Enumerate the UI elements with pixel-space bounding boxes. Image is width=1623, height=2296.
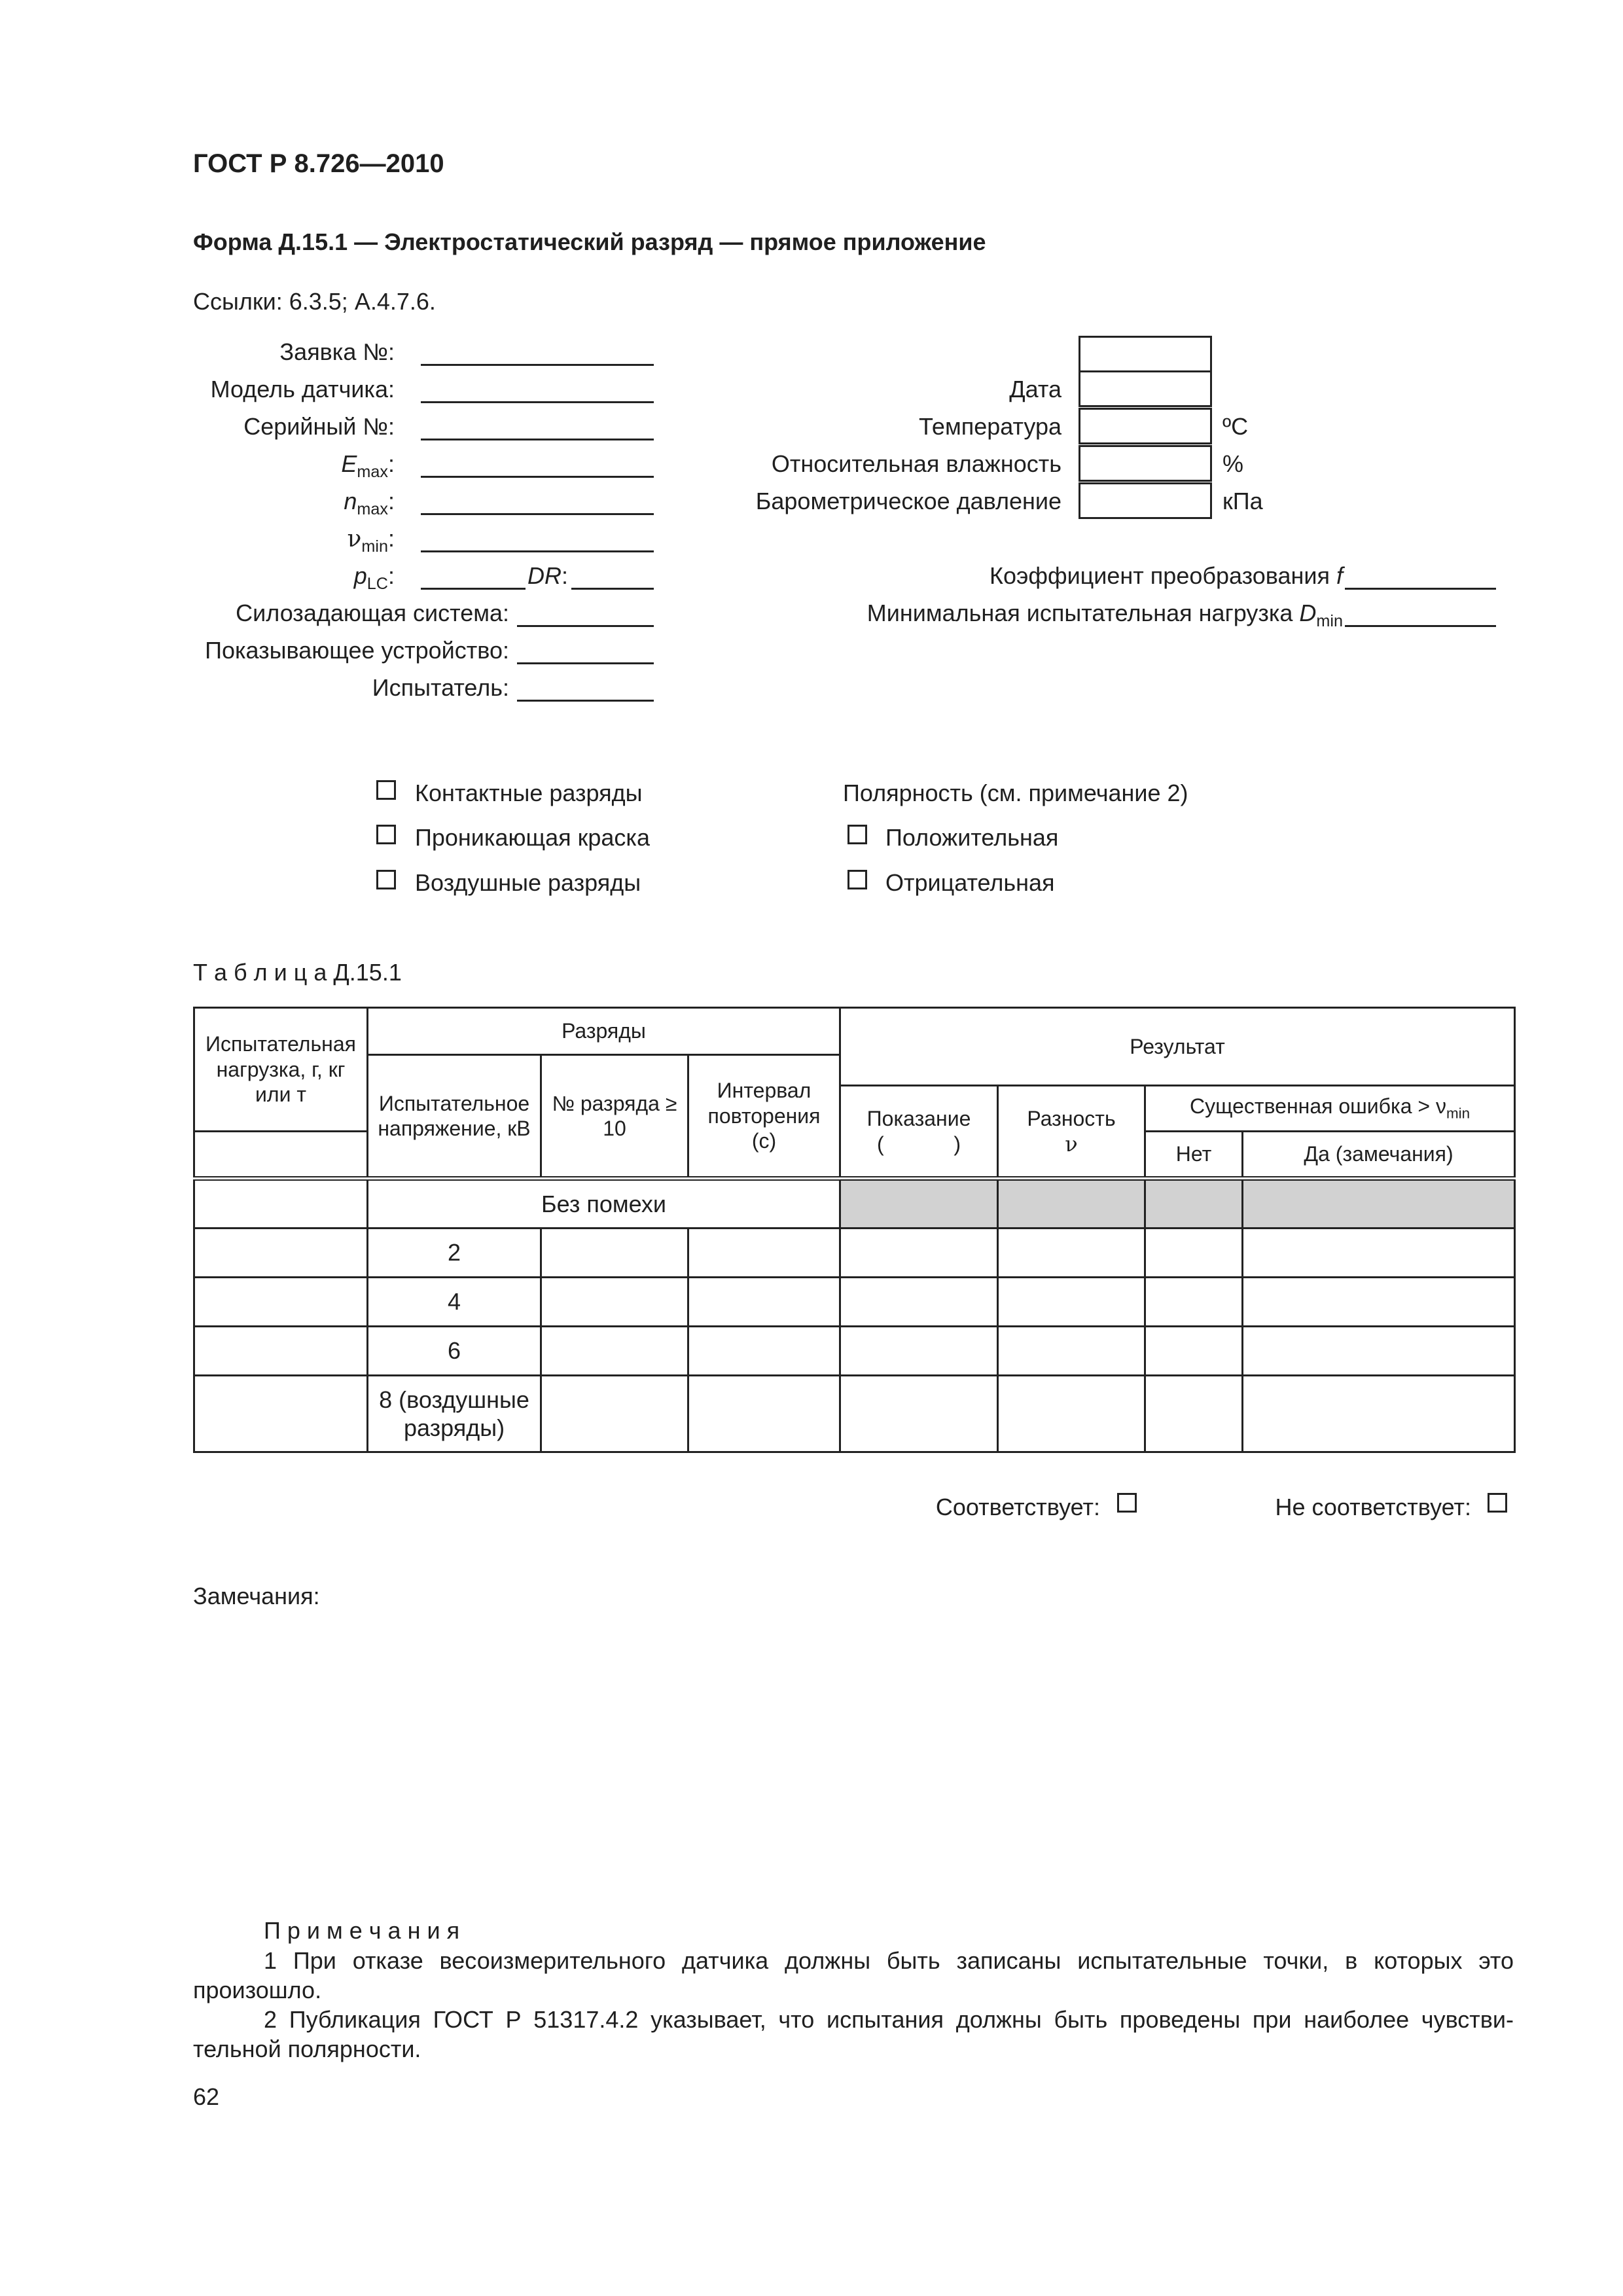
- penetrating-paint-checkbox[interactable]: [376, 825, 396, 844]
- tester-line[interactable]: [517, 700, 654, 702]
- plc-label: $p_{LC}$:: [353, 562, 395, 594]
- cell-load[interactable]: [194, 1327, 368, 1376]
- air-discharge-checkbox[interactable]: [376, 870, 396, 889]
- page-number: 62: [193, 2083, 220, 2110]
- conversion-label: Коэффициент преобразования f: [989, 562, 1343, 589]
- sensor-model-line[interactable]: [421, 401, 654, 403]
- cell-difference[interactable]: [998, 1278, 1145, 1327]
- positive-polarity-label: Положительная: [885, 824, 1059, 851]
- serial-line[interactable]: [421, 439, 654, 440]
- not-complies-label: Не соответствует:: [1275, 1494, 1471, 1520]
- temperature-box[interactable]: [1079, 408, 1212, 444]
- pressure-label: Барометрическое давление: [755, 488, 1061, 514]
- vmin-line[interactable]: [421, 550, 654, 552]
- cell-yes[interactable]: [1243, 1229, 1515, 1278]
- cell-difference[interactable]: [998, 1229, 1145, 1278]
- cell-voltage: 6: [368, 1327, 541, 1376]
- indicator-label: Показывающее устройство:: [205, 637, 509, 664]
- pressure-box[interactable]: [1079, 482, 1212, 519]
- emax-label: $E_{max}$:: [341, 450, 395, 482]
- negative-polarity-label: Отрицательная: [885, 869, 1055, 896]
- application-line[interactable]: [421, 364, 654, 366]
- header-no: Нет: [1145, 1132, 1243, 1179]
- cell-difference[interactable]: [998, 1327, 1145, 1376]
- cell-load[interactable]: [194, 1229, 368, 1278]
- header-voltage: Испытательное напряжение, кВ: [368, 1055, 541, 1179]
- cell-number[interactable]: [541, 1376, 688, 1452]
- temperature-label: Температура: [918, 413, 1061, 440]
- humidity-unit: %: [1222, 450, 1244, 477]
- min-load-label: Минимальная испытательная нагрузка $D_{min}$: [866, 600, 1343, 631]
- cell-no[interactable]: [1145, 1376, 1243, 1452]
- header-yes: Да (замечания): [1243, 1132, 1515, 1179]
- cell-number[interactable]: [541, 1229, 688, 1278]
- cell-no[interactable]: [1145, 1229, 1243, 1278]
- cell-yes[interactable]: [1243, 1376, 1515, 1452]
- date-box[interactable]: [1079, 370, 1212, 407]
- load-system-line[interactable]: [517, 625, 654, 627]
- table-row: [194, 1278, 1515, 1327]
- row-no-noise-label: Без помехи: [368, 1179, 840, 1229]
- note-2: 2 Публикация ГОСТ Р 51317.4.2 указывает, что испытания должны быть проведены при наиболее чувстви-тельной полярности.: [193, 2006, 1514, 2062]
- complies-checkbox[interactable]: [1117, 1493, 1137, 1513]
- cell-interval[interactable]: [688, 1278, 840, 1327]
- application-label: Заявка №:: [279, 338, 395, 365]
- complies-label: Соответствует:: [935, 1494, 1100, 1520]
- penetrating-paint-label: Проникающая краска: [415, 824, 650, 851]
- contact-discharge-label: Контактные разряды: [415, 780, 643, 806]
- cell-shaded: [1145, 1179, 1243, 1229]
- remarks-label: Замечания:: [193, 1583, 320, 1609]
- cell-load[interactable]: [194, 1278, 368, 1327]
- polarity-title: Полярность (см. примечание 2): [843, 780, 1188, 806]
- header-difference: Разность ν: [998, 1086, 1145, 1179]
- cell-shaded: [998, 1179, 1145, 1229]
- blank-box[interactable]: [1079, 336, 1212, 372]
- serial-label: Серийный №:: [243, 413, 395, 440]
- notes-title: П р и м е ч а н и я: [264, 1917, 460, 1944]
- header-test-load: Испытательная нагрузка, г, кг или т: [194, 1008, 368, 1132]
- cell-number[interactable]: [541, 1327, 688, 1376]
- humidity-label: Относительная влажность: [771, 450, 1061, 477]
- dr-line[interactable]: [571, 588, 654, 590]
- cell-shaded: [1243, 1179, 1515, 1229]
- positive-polarity-checkbox[interactable]: [847, 825, 867, 844]
- table-caption: Т а б л и ц а Д.15.1: [193, 959, 402, 986]
- emax-line[interactable]: [421, 476, 654, 478]
- cell-shaded: [840, 1179, 998, 1229]
- header-result: Результат: [840, 1008, 1515, 1086]
- conversion-line[interactable]: [1345, 588, 1496, 590]
- cell-voltage: 2: [368, 1229, 541, 1278]
- nmax-line[interactable]: [421, 513, 654, 515]
- contact-discharge-checkbox[interactable]: [376, 780, 396, 800]
- document-code: ГОСТ Р 8.726—2010: [193, 149, 444, 178]
- cell-load[interactable]: [194, 1179, 368, 1229]
- form-title: Форма Д.15.1 — Электростатический разряд — прямое приложение: [193, 228, 986, 255]
- cell-yes[interactable]: [1243, 1327, 1515, 1376]
- cell-interval[interactable]: [688, 1376, 840, 1452]
- cell-reading[interactable]: [840, 1278, 998, 1327]
- header-interval: Интервал повторения (с): [688, 1055, 840, 1179]
- note-1: 1 При отказе весоизмерительного датчика должны быть записаны испытательные точки, в которых это произошло.: [193, 1947, 1514, 2003]
- cell-no[interactable]: [1145, 1327, 1243, 1376]
- cell-reading[interactable]: [840, 1376, 998, 1452]
- not-complies-checkbox[interactable]: [1488, 1493, 1507, 1513]
- cell-voltage: 8 (воздушные разряды): [368, 1376, 541, 1452]
- cell-interval[interactable]: [688, 1327, 840, 1376]
- pressure-unit: кПа: [1222, 488, 1263, 514]
- indicator-line[interactable]: [517, 662, 654, 664]
- date-label: Дата: [1009, 376, 1061, 403]
- air-discharge-label: Воздушные разряды: [415, 869, 641, 896]
- load-system-label: Силозадающая система:: [236, 600, 509, 626]
- table-row: [194, 1229, 1515, 1278]
- references: Ссылки: 6.3.5; А.4.7.6.: [193, 288, 436, 315]
- cell-voltage: 4: [368, 1278, 541, 1327]
- header-reading: Показание ( ): [840, 1086, 998, 1179]
- cell-reading[interactable]: [840, 1327, 998, 1376]
- cell-reading[interactable]: [840, 1229, 998, 1278]
- negative-polarity-checkbox[interactable]: [847, 870, 867, 889]
- header-significant-error: Существенная ошибка > $\nu_{min}$: [1145, 1086, 1515, 1132]
- header-load-spacer: [194, 1132, 368, 1179]
- table-row: [194, 1376, 1515, 1452]
- sensor-model-label: Модель датчика:: [210, 376, 395, 403]
- nmax-label: $n_{max}$:: [344, 488, 395, 519]
- min-load-line[interactable]: [1345, 625, 1496, 627]
- vmin-label: $\nu_{min}$:: [347, 525, 395, 556]
- dr-label: DR:: [527, 562, 569, 589]
- cell-no[interactable]: [1145, 1278, 1243, 1327]
- cell-interval[interactable]: [688, 1229, 840, 1278]
- table-row: [194, 1327, 1515, 1376]
- plc-line[interactable]: [421, 588, 526, 590]
- humidity-box[interactable]: [1079, 445, 1212, 482]
- results-table: [193, 1007, 1516, 1453]
- tester-label: Испытатель:: [372, 674, 509, 701]
- cell-load[interactable]: [194, 1376, 368, 1452]
- temperature-unit: ºC: [1222, 413, 1249, 440]
- header-discharge-number: № разряда ≥ 10: [541, 1055, 688, 1179]
- cell-number[interactable]: [541, 1278, 688, 1327]
- cell-difference[interactable]: [998, 1376, 1145, 1452]
- cell-yes[interactable]: [1243, 1278, 1515, 1327]
- header-discharges: Разряды: [368, 1008, 840, 1055]
